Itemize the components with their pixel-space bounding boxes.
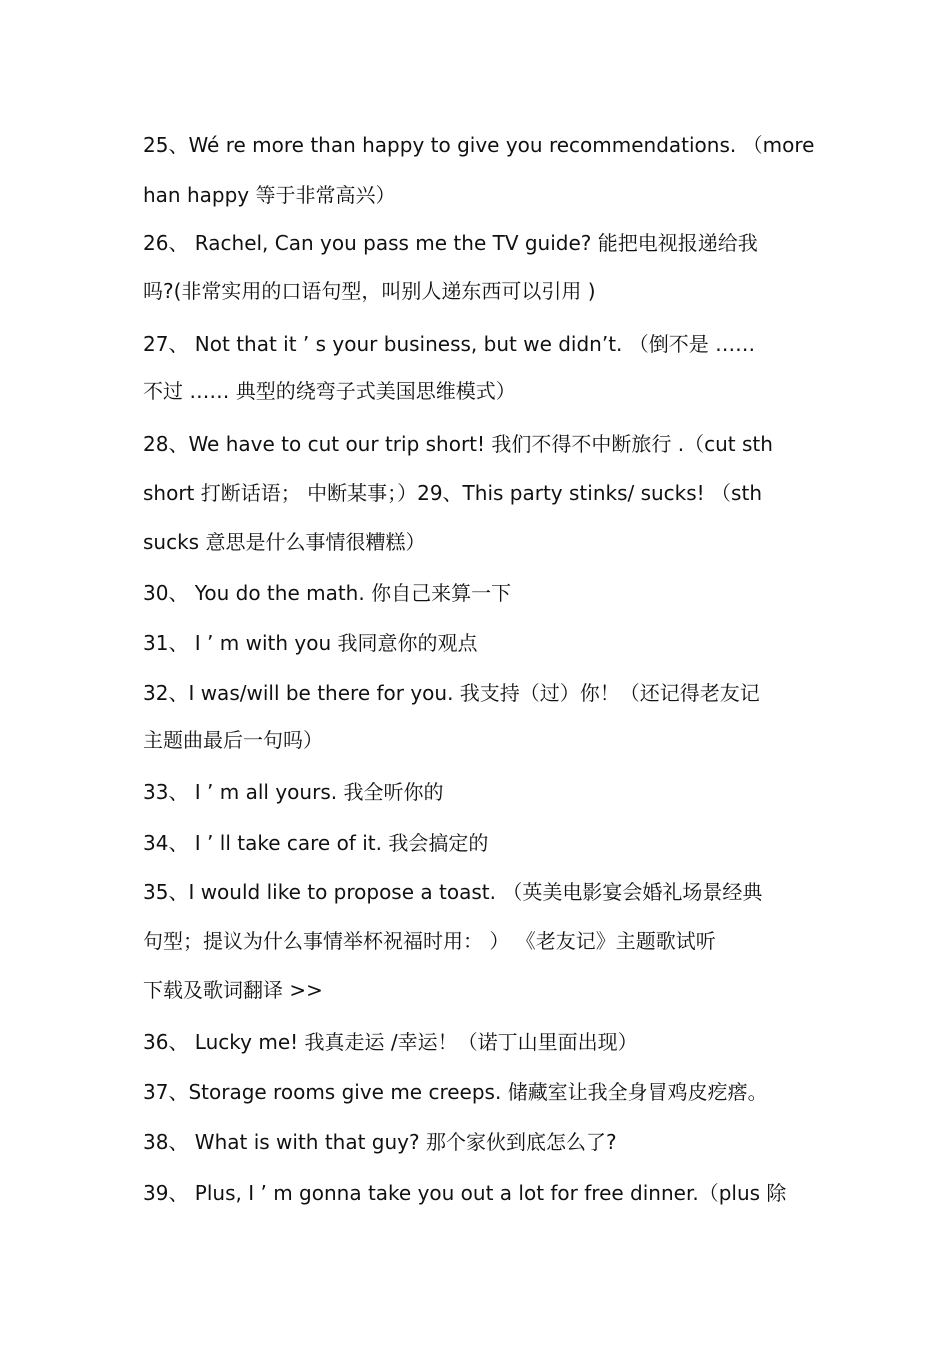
text-line: 37、Storage rooms give me creeps. 储藏室让我全身冒鸡皮疙瘩。 [143, 1080, 768, 1104]
text-line: 30、 You do the math. 你自己来算一下 [143, 581, 512, 605]
text-line: 27、 Not that it ’ s your business, but we didn’t. （倒不是 …… [143, 332, 756, 356]
text-line: short 打断话语； 中断某事；）29、This party stinks/ sucks! （sth [143, 481, 762, 505]
text-line: 句型；提议为什么事情举杯祝福时用： ） 《老友记》主题歌试听 [143, 929, 716, 953]
text-line: 36、 Lucky me! 我真走运 /幸运！（诺丁山里面出现） [143, 1030, 638, 1054]
text-line: 26、 Rachel, Can you pass me the TV guide? 能把电视报递给我 [143, 231, 758, 255]
text-line: 28、We have to cut our trip short! 我们不得不中断旅行 .（cut sth [143, 432, 773, 456]
text-line: 32、I was/will be there for you. 我支持（过）你！（还记得老友记 [143, 681, 760, 705]
text-line: sucks 意思是什么事情很糟糕） [143, 530, 426, 554]
text-line: 31、 I ’ m with you 我同意你的观点 [143, 631, 478, 655]
text-line: 34、 I ’ ll take care of it. 我会搞定的 [143, 831, 489, 855]
text-line: 39、 Plus, I ’ m gonna take you out a lot for free dinner.（plus 除 [143, 1181, 787, 1205]
text-line: 不过 …… 典型的绕弯子式美国思维模式） [143, 379, 516, 403]
text-line: 35、I would like to propose a toast. （英美电影宴会婚礼场景经典 [143, 880, 763, 904]
text-line: han happy 等于非常高兴） [143, 183, 396, 207]
text-line: 25、Wé re more than happy to give you recommendations. （more [143, 133, 815, 157]
text-line: 下载及歌词翻译 >> [143, 978, 323, 1002]
text-line: 38、 What is with that guy? 那个家伙到底怎么了? [143, 1130, 617, 1154]
text-line: 吗?(非常实用的口语句型，叫别人递东西可以引用 ) [143, 279, 596, 303]
text-line: 33、 I ’ m all yours. 我全听你的 [143, 780, 444, 804]
text-line: 主题曲最后一句吗） [143, 728, 323, 752]
